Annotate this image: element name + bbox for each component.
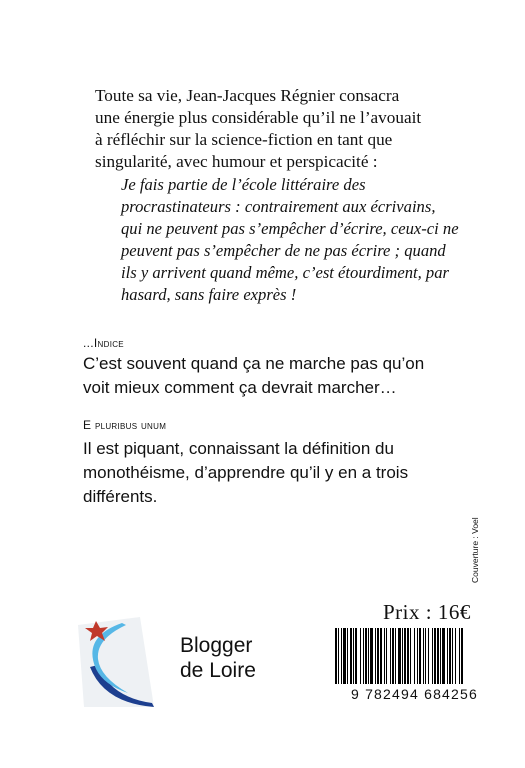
section-text-indice xyxy=(83,352,488,400)
section-line: monothéisme, d’apprendre qu’il y en a trois xyxy=(83,463,409,482)
section-line: voit mieux comment ça devrait marcher… xyxy=(83,378,397,397)
publisher-line: Blogger xyxy=(180,634,253,657)
barcode-bars xyxy=(335,628,491,684)
cover-credit: Couverture : Voel xyxy=(470,517,480,583)
quote-line: qui ne peuvent pas s’empêcher d’écrire, ceux-ci ne xyxy=(121,219,459,238)
isbn-barcode xyxy=(335,628,491,706)
intro-line: une énergie plus considérable qu’il ne l’avouait xyxy=(95,108,422,127)
section-heading-e-pluribus-unum: E pluribus unum xyxy=(83,418,167,432)
quote-line: procrastinateurs : contrairement aux écrivains, xyxy=(121,197,436,216)
section-text-e-pluribus-unum xyxy=(83,437,493,509)
price-label: Prix : 16€ xyxy=(383,600,471,624)
isbn-number: 9 782494 684256 xyxy=(351,686,478,702)
quote-line: hasard, sans faire exprès ! xyxy=(121,285,297,304)
section-line: différents. xyxy=(83,487,158,506)
quote-line: ils y arrivent quand même, c’est étourdiment, par xyxy=(121,263,449,282)
quote-line: Je fais partie de l’école littéraire des xyxy=(121,175,366,194)
quote-block xyxy=(121,174,490,306)
section-heading-indice: ...Indice xyxy=(83,336,124,350)
intro-line: Toute sa vie, Jean-Jacques Régnier consacra xyxy=(95,86,400,105)
intro-line: à réfléchir sur la science-fiction en tant que xyxy=(95,130,393,149)
publisher-line: de Loire xyxy=(180,659,256,682)
barcode-bar xyxy=(461,628,463,684)
section-line: C’est souvent quand ça ne marche pas qu’on xyxy=(83,354,425,373)
quote-line: peuvent pas s’empêcher de ne pas écrire ; quand xyxy=(121,241,446,260)
intro-line: singularité, avec humour et perspicacité : xyxy=(95,152,378,171)
intro-paragraph xyxy=(95,85,490,173)
publisher-logo-icon xyxy=(70,607,166,707)
publisher-name xyxy=(180,633,256,683)
section-line: Il est piquant, connaissant la définition du xyxy=(83,439,394,458)
